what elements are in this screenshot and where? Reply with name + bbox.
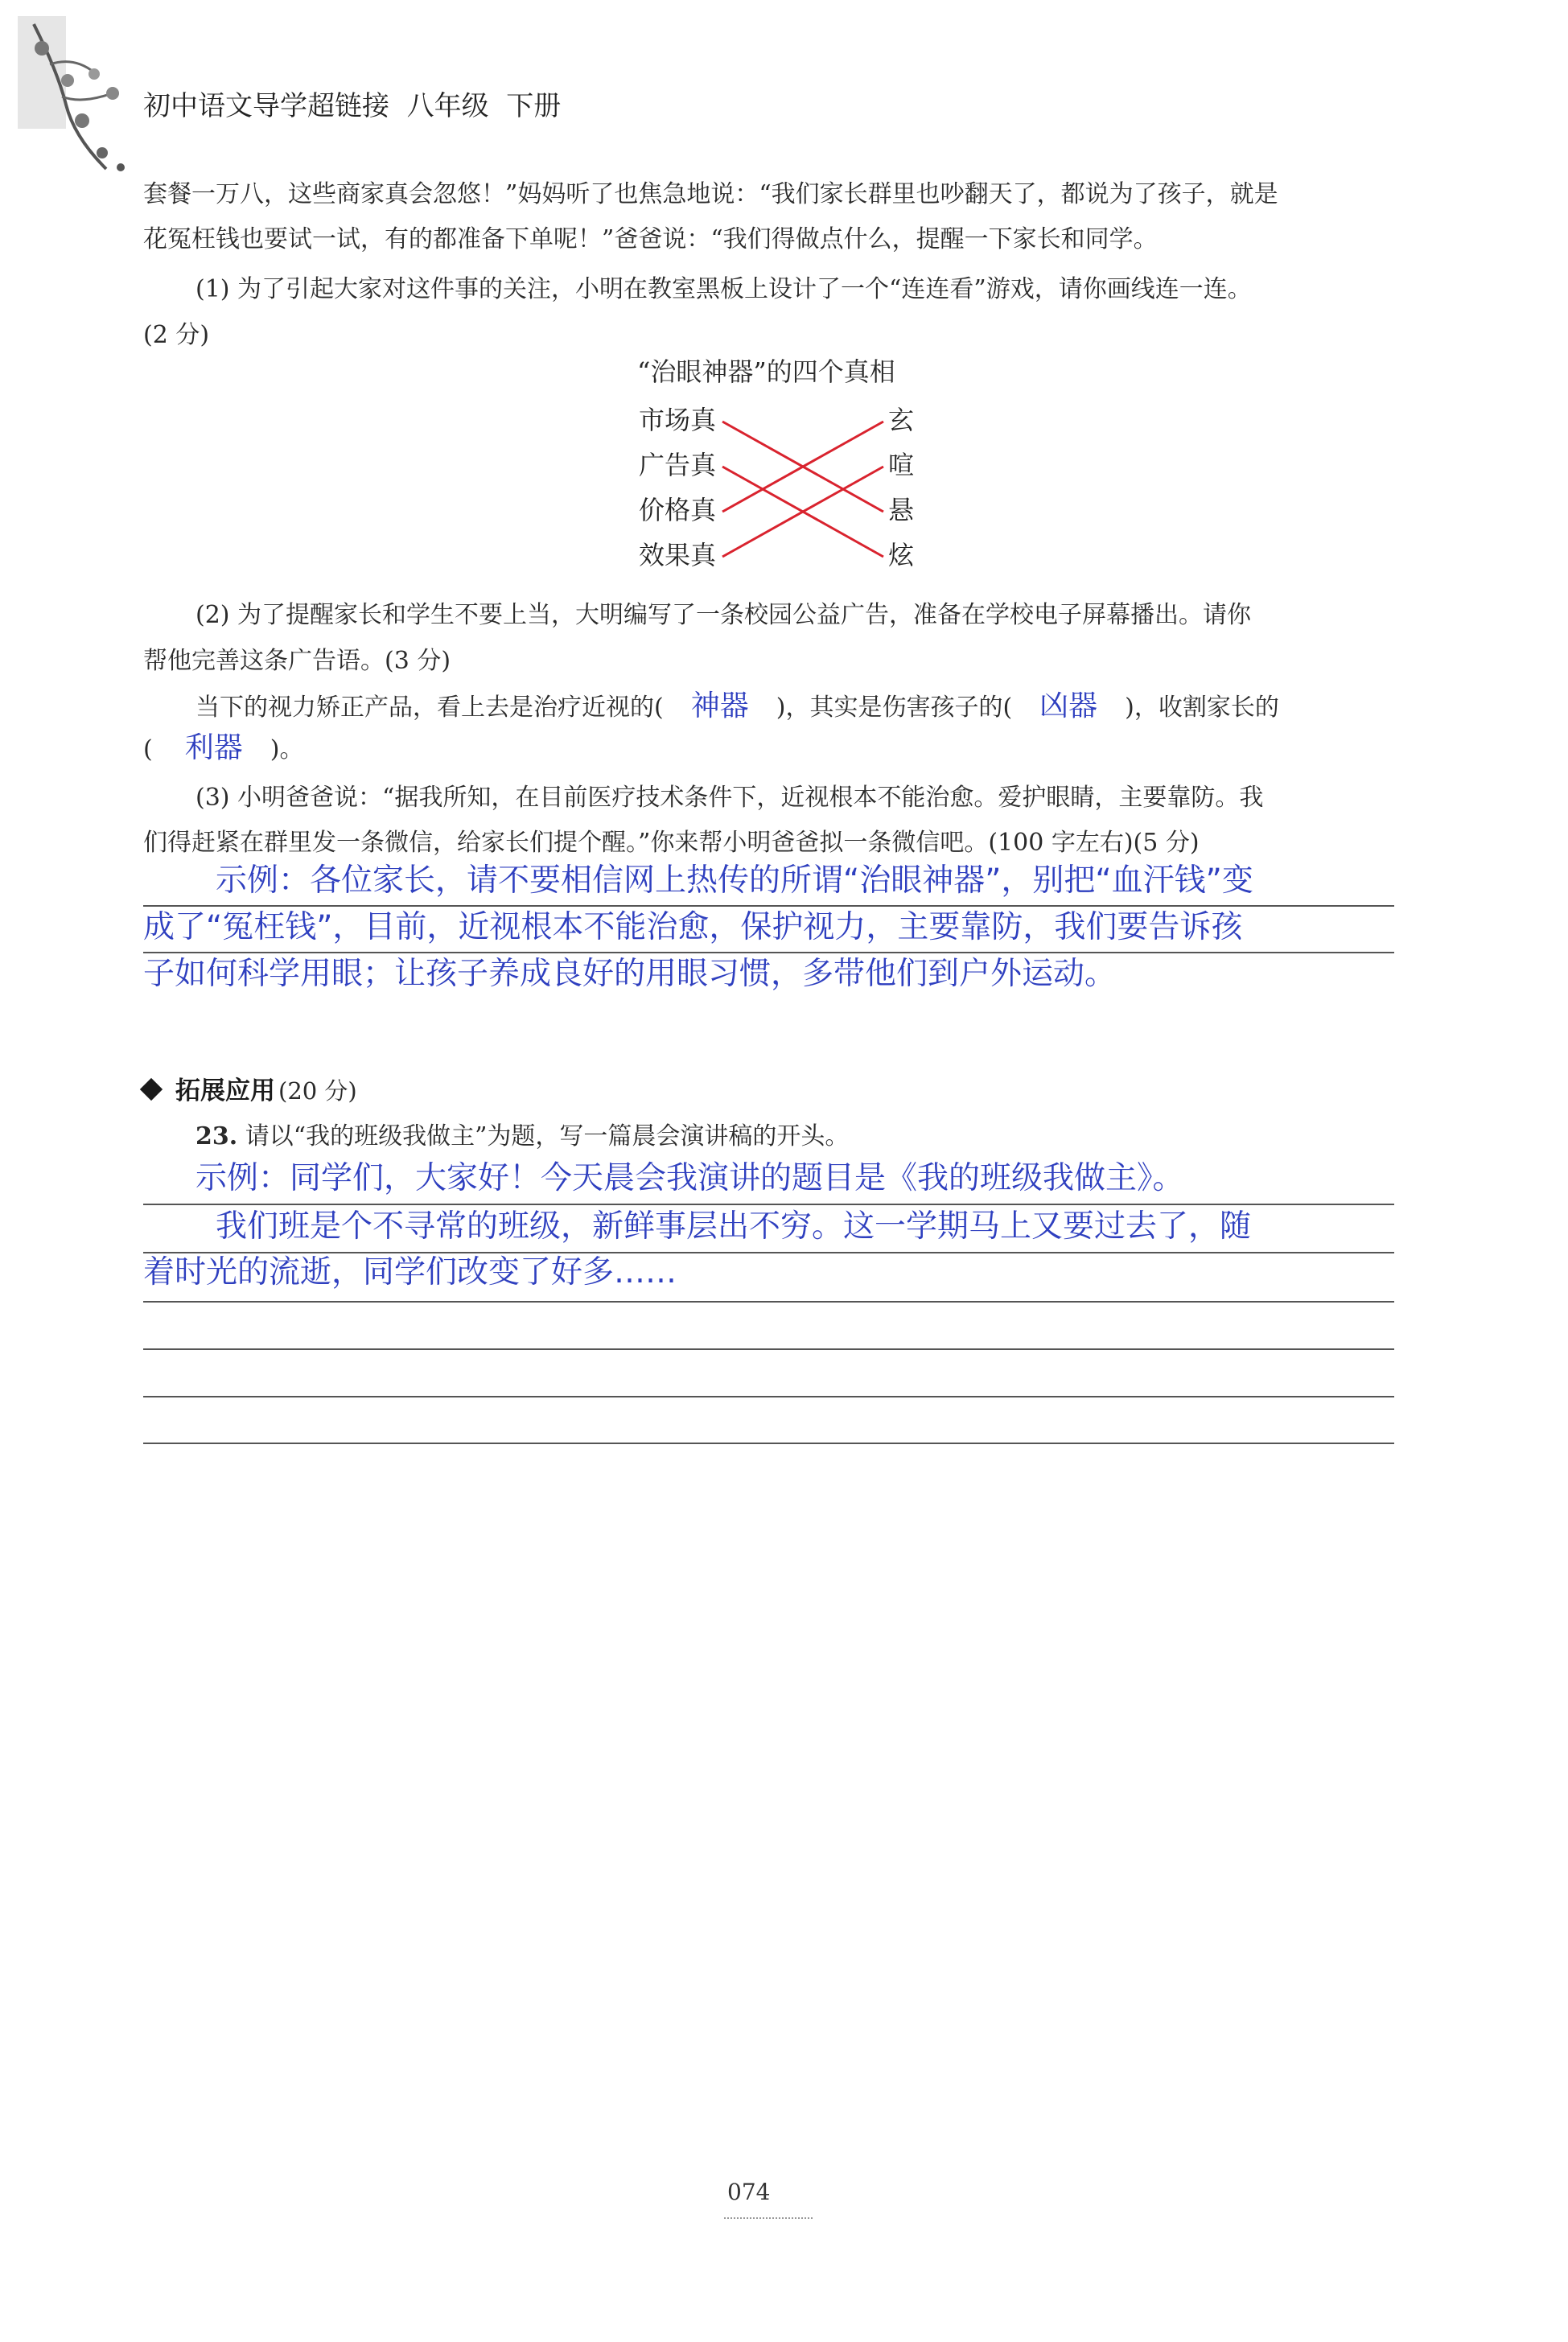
q3-answer-line-2: 成了“冤枉钱”，目前，近视根本不能治愈，保护视力，主要靠防，我们要告诉孩 — [143, 909, 1243, 945]
q23-answer-line-3: 着时光的流逝，同学们改变了好多…… — [143, 1254, 677, 1290]
left-item-0: 市场真 — [639, 405, 717, 435]
q3-text-line-1: (3) 小明爸爸说：“据我所知，在目前医疗技术条件下，近视根本不能治愈。爱护眼睛，主要靠防。我 — [195, 784, 1264, 812]
q3-writing-rule-2 — [143, 952, 1394, 953]
q23-writing-rule-3 — [143, 1301, 1394, 1303]
q3-answer-line-1: 示例：各位家长，请不要相信网上热传的所谓“治眼神器”，别把“血汗钱”变 — [216, 862, 1253, 899]
q2-answer-3: 利器 — [184, 731, 243, 764]
q2-sentence-d: ( — [143, 735, 153, 764]
q2-sentence-line-2 — [143, 732, 303, 766]
intro-line-1: 套餐一万八，这些商家真会忽悠！”妈妈听了也焦急地说：“我们家长群里也吵翻天了，都说为了孩子，就是 — [143, 180, 1278, 208]
q2-answer-2: 凶器 — [1039, 689, 1098, 722]
matching-diagram — [628, 354, 965, 595]
q23-answer-line-1: 示例：同学们，大家好！今天晨会我演讲的题目是《我的班级我做主》。 — [195, 1160, 1184, 1196]
q23-writing-rule-5 — [143, 1396, 1394, 1397]
section-heading — [143, 1070, 357, 1106]
q2-sentence-line-1 — [195, 690, 1279, 724]
matching-lines — [628, 354, 965, 595]
q2-text-line-2: 帮他完善这条广告语。(3 分) — [143, 647, 451, 675]
plum-blossom-ornament-icon — [18, 16, 138, 177]
q1-text-line-2: (2 分) — [143, 321, 210, 349]
q23-prompt — [195, 1121, 849, 1153]
q2-sentence-b: )，其实是伤害孩子的( — [776, 694, 1013, 722]
matching-diagram-title: “治眼神器”的四个真相 — [637, 356, 895, 387]
q2-text-line-1: (2) 为了提醒家长和学生不要上当，大明编写了一条校园公益广告，准备在学校电子屏幕播出。请你 — [195, 601, 1252, 629]
intro-line-2: 花冤枉钱也要试一试，有的都准备下单呢！”爸爸说：“我们得做点什么，提醒一下家长和同学。 — [143, 225, 1158, 253]
page-header-title: 初中语文导学超链接 八年级 下册 — [143, 90, 562, 122]
q3-text-line-2: 们得赶紧在群里发一条微信，给家长们提个醒。”你来帮小明爸爸拟一条微信吧。(100 字左右)(5 分) — [143, 829, 1200, 857]
section-score: (20 分) — [278, 1077, 357, 1105]
q23-answer-line-2: 我们班是个不寻常的班级，新鲜事层出不穷。这一学期马上又要过去了，随 — [216, 1208, 1252, 1245]
q23-writing-rule-1 — [143, 1204, 1394, 1205]
q1-text-line-1: (1) 为了引起大家对这件事的关注，小明在教室黑板上设计了一个“连连看”游戏，请你画线连一连。 — [195, 275, 1252, 303]
page-number: 074 — [727, 2179, 771, 2205]
q2-sentence-e: )。 — [270, 735, 304, 764]
q2-sentence-a: 当下的视力矫正产品，看上去是治疗近视的( — [195, 694, 664, 722]
right-item-0: 玄 — [888, 405, 915, 435]
page-number-underline — [724, 2217, 813, 2219]
q23-writing-rule-6 — [143, 1443, 1394, 1444]
q2-sentence-c: )，收割家长的 — [1125, 694, 1279, 722]
section-title: 拓展应用 — [175, 1076, 275, 1105]
q3-writing-rule-1 — [143, 905, 1394, 907]
q2-answer-1: 神器 — [690, 689, 749, 722]
q3-answer-line-3: 子如何科学用眼；让孩子养成良好的用眼习惯，多带他们到户外运动。 — [143, 956, 1117, 992]
right-item-1: 喧 — [888, 450, 915, 480]
right-item-3: 炫 — [888, 540, 915, 570]
q23-prompt-text: 请以“我的班级我做主”为题，写一篇晨会演讲稿的开头。 — [245, 1122, 850, 1150]
q23-writing-rule-4 — [143, 1348, 1394, 1350]
left-item-1: 广告真 — [639, 450, 717, 480]
right-item-2: 悬 — [888, 495, 915, 525]
left-item-3: 效果真 — [639, 540, 717, 570]
diamond-icon — [140, 1078, 163, 1101]
q23-number: 23. — [195, 1122, 238, 1150]
left-item-2: 价格真 — [639, 495, 717, 525]
